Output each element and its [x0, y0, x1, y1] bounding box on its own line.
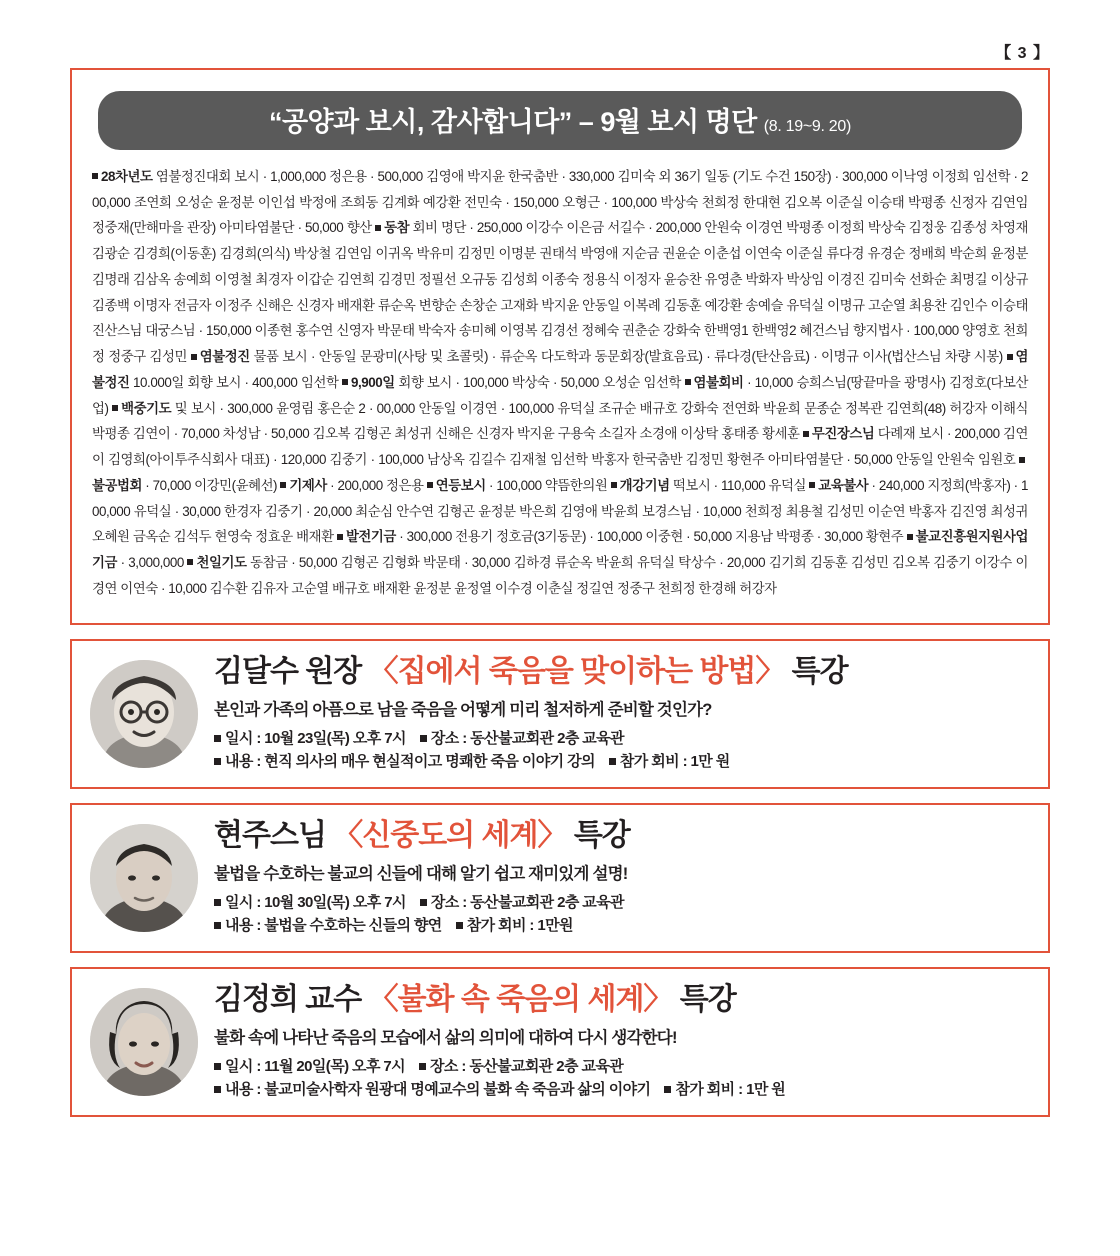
lecture-subtitle-3: 불화 속에 나타난 죽음의 모습에서 삶의 의미에 대하여 다시 생각한다! [214, 1028, 677, 1047]
lecture-info-line-1b [214, 750, 1030, 773]
lecture-content-3: 내용 : 불교미술사학자 원광대 명예교수의 불화 속 죽음과 삶의 이야기 [225, 1081, 651, 1099]
lecture-topic-3: 〈불화 속 죽음의 세계〉 [368, 983, 673, 1017]
donation-banner [98, 91, 1022, 150]
lecture-suffix-1: 특강 [784, 655, 848, 689]
lecture-fee-1: 참가 회비 : 1만 원 [619, 753, 730, 771]
lecture-card-1 [70, 639, 1050, 789]
lecture-place-2: 장소 : 동산불교회관 2층 교육관 [430, 893, 624, 911]
bullet-square-icon [214, 1086, 221, 1093]
lecture-place-1: 장소 : 동산불교회관 2층 교육관 [430, 729, 624, 747]
speaker-photo-3 [90, 988, 198, 1096]
lecture-body-2 [214, 819, 1030, 937]
lecture-place-3: 장소 : 동산불교회관 2층 교육관 [430, 1057, 624, 1075]
lecture-topic-1: 〈집에서 죽음을 맞이하는 방법〉 [368, 655, 785, 689]
lecture-suffix-3: 특강 [672, 983, 736, 1017]
bullet-square-icon [420, 899, 427, 906]
bullet-square-icon [456, 922, 463, 929]
bullet-square-icon [214, 758, 221, 765]
page-content [70, 68, 1050, 1117]
bullet-square-icon [419, 1063, 426, 1070]
bullet-square-icon [214, 899, 221, 906]
lecture-datetime-3: 일시 : 11월 20일(목) 오후 7시 [225, 1057, 406, 1075]
lecture-fee-3: 참가 회비 : 1만 원 [675, 1081, 786, 1099]
lecture-speaker-1: 김달수 원장 [214, 655, 369, 689]
lecture-info-line-1a [214, 727, 1030, 750]
bullet-square-icon [609, 758, 616, 765]
bullet-square-icon [420, 735, 427, 742]
lecture-title-3 [214, 983, 1030, 1018]
lecture-info-line-3a [214, 1055, 1030, 1078]
donor-list-text: 28차년도 염불정진대회 보시 · 1,000,000 정은용 · 500,000 김영애 박지윤 한국춤반 · 330,000 김미숙 외 36기 일동 (기도 수건 150장) · 300,000 이낙영 이정희 임선학 · 200,000 조연희 오성순 윤정분 이인섭 박정애 조희동 김계화 예강환 전민숙 · 150,000 오형근 · 100,000 박상숙 천희정 한대현 김오복 이준실 이승태 박평종 신정자 김연임 정중재(만해마을 관장) 아미타염불단 · 50,000 향산 동참 회비 명단 · 250,000 이강수 이은금 서길수 · 200,000 안원숙 이경연 박평종 이정희 박상숙 김정웅 김종성 차영재 김광순 김경희(이동훈) 김경희(의식) 박상철 김연임 이귀옥 박유미 김정민 이명분 권태석 박영애 지순금 권윤순 이춘섭 이연숙 이준실 류다경 유경순 정배희 박순희 윤정분 김명래 김삼옥 송예희 이영철 최경자 이갑순 김연희 김경민 정필선 오규동 김성희 이종숙 정용식 이정자 윤승찬 유영춘 박화자 박상임 이경진 김미숙 선화순 최명길 이상규 김종백 이명자 전금자 이정주 신해은 신경자 배재환 류순옥 변향순 손창순 고재화 박지윤 안동일 이복례 김동훈 예강환 송예슬 유덕실 이명규 고순열 최용찬 김인수 이승태 진산스님 대궁스님 · 150,000 이종현 홍수연 신영자 박문태 박숙자 송미혜 이영복 김경선 정혜숙 권춘순 강화숙 한백영1 한백영2 혜건스님 향지법사 · 100,000 양영호 천희정 정중구 김성민 염불정진 물품 보시 · 안동일 문광미(사탕 및 초콜릿) · 류순옥 다도학과 동문회장(발효음료) · 류다경(탄산음료) · 이명규 이사(법산스님 차량 시봉) 염불정진 10.000일 회향 보시 · 400,000 임선학 9,900일 회향 보시 · 100,000 박상숙 · 50,000 오성순 임선학 염불회비 · 10,000 승희스님(땅끝마을 광명사) 김정호(다보산업) 백중기도 및 보시 · 300,000 윤영림 홍은순 2 · 00,000 안동일 이경연 · 100,000 유덕실 조규순 배규호 강화숙 전연화 박윤희 문종순 정복관 김연희(48) 허강자 이해식 박평종 김연이 · 70,000 차성남 · 50,000 김오복 김형곤 최성귀 신해은 신경자 박지윤 구용숙 소길자 소경애 이상탁 홍태종 황세훈 무진장스님 다례재 보시 · 200,000 김연이 김영희(아이투주식회사 대표) · 120,000 김중기 · 100,000 남상옥 김길수 김재철 임선학 박홍자 한국춤반 김정민 황현주 아미타염불단 · 50,000 안동일 안원숙 임원호 불공법회 · 70,000 이강민(윤혜선) 기제사 · 200,000 정은용 연등보시 · 100,000 약뜸한의원 개강기념 떡보시 · 110,000 유덕실 교육불사 · 240,000 지정희(박홍자) · 100,000 유덕실 · 30,000 한경자 김중기 · 20,000 최순심 안수연 김형곤 윤정분 박은희 김영애 박윤희 보경스님 · 10,000 천희정 최용철 김성민 이순연 박홍자 김진영 최성귀 오혜원 금옥순 김석두 현영숙 정효운 배재환 발전기금 · 300,000 전용기 정호금(3기동문) · 100,000 이중현 · 50,000 지용남 박평종 · 30,000 황현주 불교진흥원지원사업기금 · 3,000,000 천일기도 동참금 · 50,000 김형곤 김형화 박문태 · 30,000 김하경 류순옥 박윤희 유덕실 탁상수 · 20,000 김기희 김동훈 김성민 김오복 김중기 이강수 이경연 이연숙 · 10,000 김수환 김유자 고순열 배규호 배재환 윤정분 윤정열 이수경 이춘실 정길연 정중구 천희정 한경해 허강자 [92, 169, 1029, 596]
lecture-datetime-2: 일시 : 10월 30일(목) 오후 7시 [225, 893, 406, 911]
page-number: 【 3 】 [995, 45, 1050, 62]
lecture-topic-2: 〈신중도의 세계〉 [333, 819, 567, 853]
donation-section [70, 68, 1050, 625]
lecture-datetime-1: 일시 : 10월 23일(목) 오후 7시 [225, 729, 406, 747]
banner-main: – 9월 보시 명단 [571, 107, 764, 137]
lecture-speaker-3: 김정희 교수 [214, 983, 369, 1017]
lecture-title-1 [214, 655, 1030, 690]
lecture-body-3 [214, 983, 1030, 1101]
lecture-info-line-3b [214, 1078, 1030, 1101]
lecture-card-2 [70, 803, 1050, 953]
bullet-square-icon [664, 1086, 671, 1093]
lecture-info-line-2b [214, 914, 1030, 937]
banner-period: (8. 19~9. 20) [763, 118, 852, 135]
bullet-square-icon [214, 1063, 221, 1070]
speaker-photo-1 [90, 660, 198, 768]
lecture-content-2: 내용 : 불법을 수호하는 신들의 향연 [225, 917, 442, 935]
lecture-info-line-2a [214, 891, 1030, 914]
lecture-suffix-2: 특강 [566, 819, 630, 853]
lecture-card-3 [70, 967, 1050, 1117]
lecture-speaker-2: 현주스님 [214, 819, 334, 853]
lecture-content-1: 내용 : 현직 의사의 매우 현실적이고 명쾌한 죽음 이야기 강의 [225, 753, 595, 771]
bullet-square-icon [214, 922, 221, 929]
lecture-fee-2: 참가 회비 : 1만원 [466, 917, 573, 935]
bullet-square-icon [214, 735, 221, 742]
speaker-photo-2 [90, 824, 198, 932]
lecture-subtitle-1: 본인과 가족의 아픔으로 남을 죽음을 어떻게 미리 철저하게 준비할 것인가? [214, 700, 712, 719]
lecture-title-2 [214, 819, 1030, 854]
lecture-subtitle-2: 불법을 수호하는 불교의 신들에 대해 알기 쉽고 재미있게 설명! [214, 864, 628, 883]
lecture-body-1 [214, 655, 1030, 773]
banner-quote: “공양과 보시, 감사합니다” [268, 107, 572, 137]
